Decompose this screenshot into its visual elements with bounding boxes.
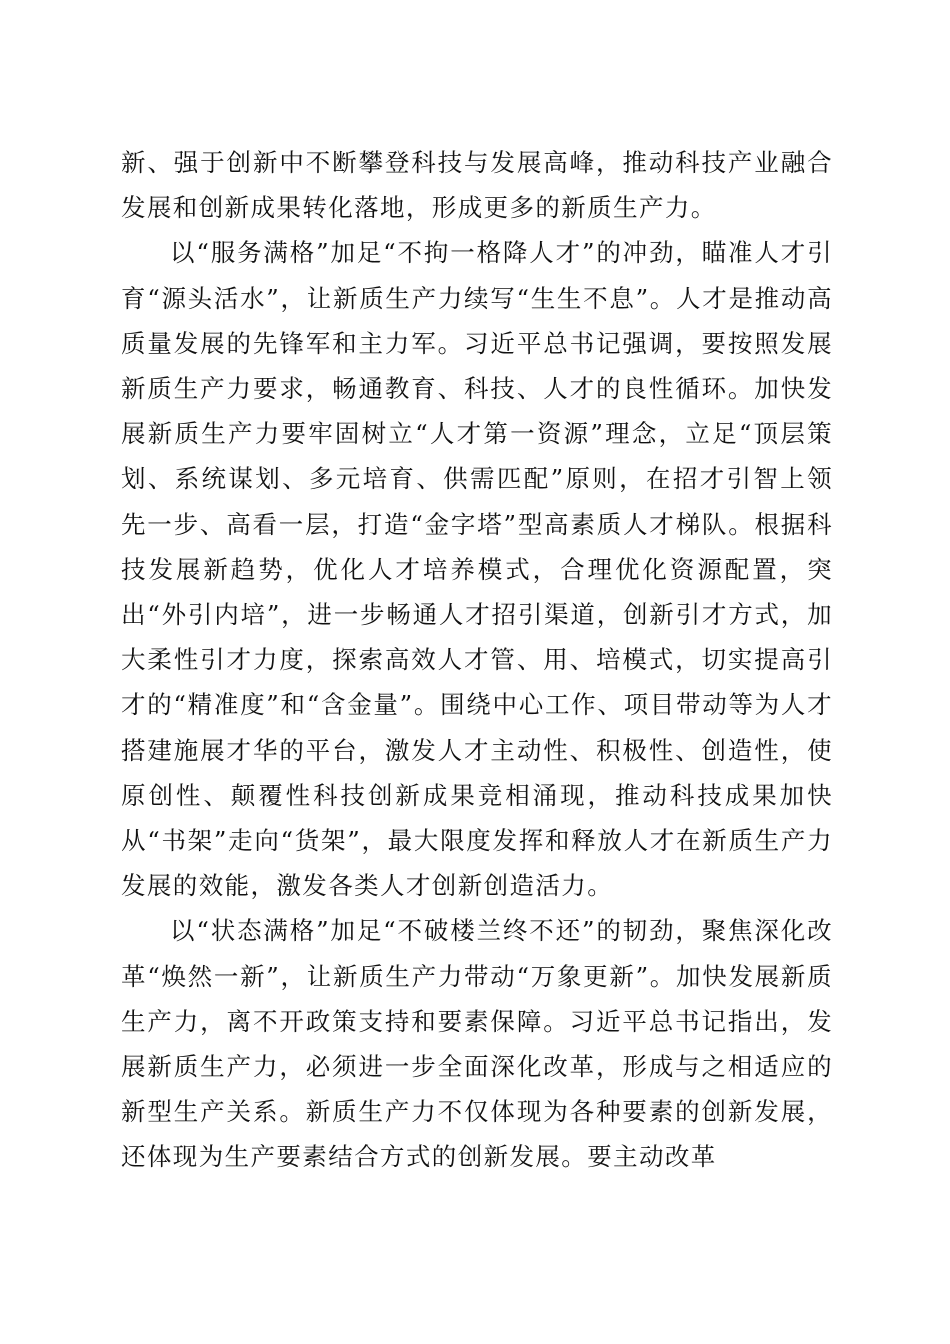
paragraph-talent: 以“服务满格”加足“不拘一格降人才”的冲劲，瞄准人才引育“源头活水”，让新质生产力续写“生生不息”。人才是推动高质量发展的先锋军和主力军。习近平总书记强调，要按照发展新质生产力要求，畅通教育、科技、人才的良性循环。加快发展新质生产力要牢固树立“人才第一资源”理念，立足“顶层策划、系统谋划、多元培育、供需匹配”原则，在招才引智上领先一步、高看一层，打造“金字塔”型高素质人才梯队。根据科技发展新趋势，优化人才培养模式，合理优化资源配置，突出“外引内培”，进一步畅通人才招引渠道，创新引才方式，加大柔性引才力度，探索高效人才管、用、培模式，切实提高引才的“精准度”和“含金量”。围绕中心工作、项目带动等为人才搭建施展才华的平台，激发人才主动性、积极性、创造性，使原创性、颠覆性科技创新成果竞相涌现，推动科技成果加快从“书架”走向“货架”，最大限度发挥和释放人才在新质生产力发展的效能，激发各类人才创新创造活力。 <box>121 238 833 901</box>
paragraph-reform: 以“状态满格”加足“不破楼兰终不还”的韧劲，聚焦深化改革“焕然一新”，让新质生产力带动“万象更新”。加快发展新质生产力，离不开政策支持和要素保障。习近平总书记指出，发展新质生产力，必须进一步全面深化改革，形成与之相适应的新型生产关系。新质生产力不仅体现为各种要素的创新发展，还体现为生产要素结合方式的创新发展。要主动改革 <box>121 916 833 1172</box>
paragraph-continuation: 新、强于创新中不断攀登科技与发展高峰，推动科技产业融合发展和创新成果转化落地，形成更多的新质生产力。 <box>121 148 833 223</box>
document-body <box>121 140 833 1180</box>
